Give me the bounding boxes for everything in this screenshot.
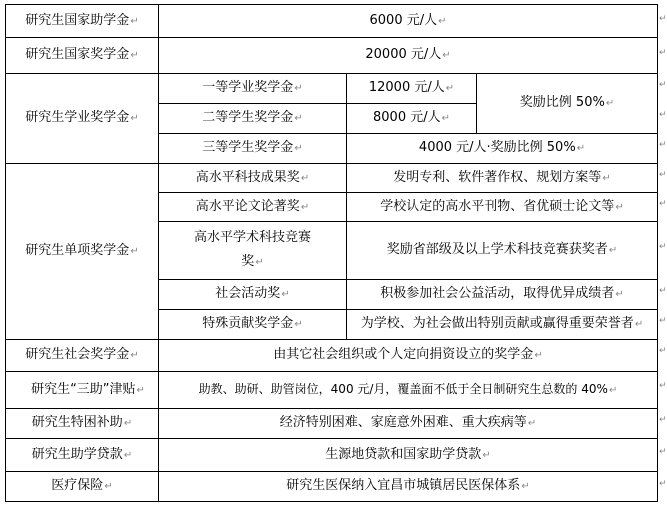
- award-description: 为学校、为社会做出特别贡献或赢得重要荣誉者↵: [347, 310, 658, 340]
- row-end-mark: ↵: [659, 140, 667, 150]
- table-row: [6, 372, 658, 409]
- third-class-value: 4000 元/人·奖励比例 50%↵: [347, 134, 658, 164]
- table-row: [6, 5, 658, 38]
- table-row: [6, 439, 658, 472]
- third-class-name: 三等学生奖学金↵: [159, 134, 347, 164]
- award-name: 高水平科技成果奖↵: [159, 164, 347, 193]
- row-end-mark: ↵: [659, 199, 667, 209]
- award-description: 奖励省部级及以上学术科技竞赛获奖者↵: [347, 222, 658, 280]
- scholarship-table: [5, 4, 658, 502]
- award-description: 积极参加社会公益活动，取得优异成绩者↵: [347, 280, 658, 310]
- row-value-medical-insurance: 研究生医保纳入宜昌市城镇居民医保体系↵: [159, 472, 658, 502]
- row-end-mark: ↵: [659, 346, 667, 356]
- award-description: 学校认定的高水平刊物、省优硕士论文等↵: [347, 193, 658, 222]
- table-row: [6, 74, 658, 104]
- row-end-mark: ↵: [659, 316, 667, 326]
- first-class-name: 一等学业奖学金↵: [159, 74, 347, 104]
- row-end-mark: ↵: [659, 80, 667, 90]
- row-end-mark: ↵: [659, 170, 667, 180]
- row-value-national-scholarship: 20000 元/人↵: [159, 38, 658, 74]
- row-label-social-scholarship: 研究生社会奖学金↵: [6, 340, 159, 372]
- award-name: 社会活动奖↵: [159, 280, 347, 310]
- table-row: [6, 409, 658, 439]
- table-row: [6, 472, 658, 502]
- table-row: [6, 340, 658, 372]
- row-label-national-grant: 研究生国家助学金↵: [6, 5, 159, 38]
- row-value-hardship-subsidy: 经济特别困难、家庭意外困难、重大疾病等↵: [159, 409, 658, 439]
- row-end-mark: ↵: [659, 381, 667, 391]
- row-value-student-loan: 生源地贷款和国家助学贷款↵: [159, 439, 658, 472]
- table-row: [6, 38, 658, 74]
- table-row: [6, 164, 658, 193]
- first-class-amount: 12000 元/人↵: [347, 74, 477, 104]
- row-end-mark: ↵: [659, 479, 667, 489]
- row-end-mark: ↵: [659, 242, 667, 252]
- row-label-medical-insurance: 医疗保险↵: [6, 472, 159, 502]
- row-label-hardship-subsidy: 研究生特困补助↵: [6, 409, 159, 439]
- row-value-three-assistant-allowance: 助教、助研、助管岗位，400 元/月，覆盖面不低于全日制研究生总数的 40%↵: [159, 372, 658, 409]
- row-label-national-scholarship: 研究生国家奖学金↵: [6, 38, 159, 74]
- award-name: 高水平学术科技竞赛 奖↵: [159, 222, 347, 280]
- row-label-three-assistant-allowance: 研究生“三助”津贴↵: [6, 372, 159, 409]
- second-class-amount: 8000 元/人↵: [347, 104, 477, 134]
- second-class-name: 二等学生奖学金↵: [159, 104, 347, 134]
- row-end-mark: ↵: [659, 447, 667, 457]
- row-end-mark: ↵: [659, 415, 667, 425]
- academic-ratio: 奖励比例 50%↵: [477, 74, 658, 134]
- row-label-student-loan: 研究生助学贷款↵: [6, 439, 159, 472]
- row-end-mark: ↵: [659, 14, 667, 24]
- award-name: 高水平论文论著奖↵: [159, 193, 347, 222]
- row-end-mark: ↵: [659, 110, 667, 120]
- award-description: 发明专利、软件著作权、规划方案等↵: [347, 164, 658, 193]
- row-value-national-grant: 6000 元/人↵: [159, 5, 658, 38]
- row-label-individual-scholarship: 研究生单项奖学金↵: [6, 164, 159, 340]
- row-end-mark: ↵: [659, 286, 667, 296]
- row-label-academic-scholarship: 研究生学业奖学金↵: [6, 74, 159, 164]
- award-name: 特殊贡献奖学金↵: [159, 310, 347, 340]
- row-value-social-scholarship: 由其它社会组织或个人定向捐资设立的奖学金↵: [159, 340, 658, 372]
- row-end-mark: ↵: [659, 48, 667, 58]
